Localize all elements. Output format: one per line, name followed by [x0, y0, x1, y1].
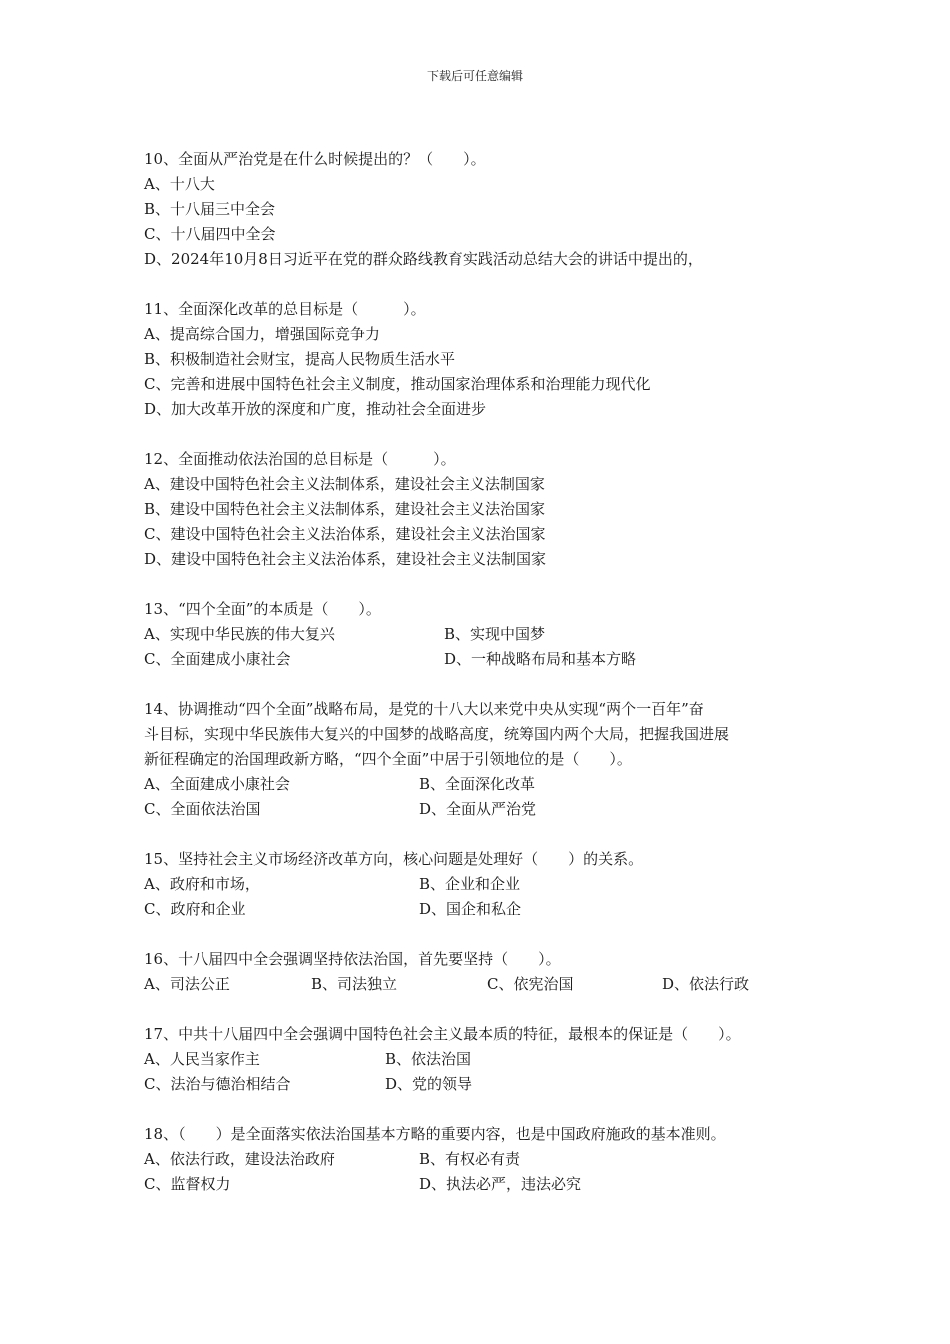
answer-option: D、一种战略布局和基本方略	[444, 650, 637, 668]
answer-option: B、建设中国特色社会主义法制体系，建设社会主义法治国家	[144, 500, 546, 518]
question-block	[144, 297, 834, 422]
answer-option: A、实现中华民族的伟大复兴	[144, 625, 335, 643]
question-block	[144, 147, 834, 272]
option-row	[144, 1172, 834, 1197]
answer-option: D、2024年10月8日习近平在党的群众路线教育实践活动总结大会的讲话中提出的，	[144, 250, 703, 268]
answer-option: C、全面依法治国	[144, 800, 261, 818]
answer-option: D、建设中国特色社会主义法治体系，建设社会主义法制国家	[144, 550, 547, 568]
option-row	[144, 197, 834, 222]
question-stem: 16、十八届四中全会强调坚持依法治国，首先要坚持（ ）。	[144, 950, 561, 968]
question-block	[144, 947, 834, 997]
answer-option: C、监督权力	[144, 1175, 231, 1193]
option-row	[144, 222, 834, 247]
answer-option: B、依法治国	[385, 1050, 472, 1068]
option-row	[144, 497, 834, 522]
answer-option: A、十八大	[144, 175, 215, 193]
answer-option: A、人民当家作主	[144, 1050, 260, 1068]
question-block	[144, 847, 834, 922]
question-block	[144, 1122, 834, 1197]
question-stem: 11、全面深化改革的总目标是（ ）。	[144, 300, 426, 318]
question-stem: 13、“四个全面”的本质是（ ）。	[144, 600, 381, 618]
answer-option: C、全面建成小康社会	[144, 650, 291, 668]
answer-option: D、全面从严治党	[419, 800, 537, 818]
question-list	[144, 147, 834, 1222]
option-row	[144, 622, 834, 647]
answer-option: B、实现中国梦	[444, 625, 546, 643]
option-row	[144, 1072, 834, 1097]
answer-option: D、依法行政	[662, 975, 750, 993]
answer-option: C、十八届四中全会	[144, 225, 276, 243]
answer-option: D、执法必严，违法必究	[419, 1175, 582, 1193]
question-block	[144, 697, 834, 822]
answer-option: C、政府和企业	[144, 900, 246, 918]
option-row	[144, 372, 834, 397]
option-row	[144, 172, 834, 197]
option-row	[144, 1047, 834, 1072]
question-stem: 12、全面推动依法治国的总目标是（ ）。	[144, 450, 456, 468]
question-stem: 10、全面从严治党是在什么时候提出的？（ ）。	[144, 150, 486, 168]
answer-option: B、企业和企业	[419, 875, 521, 893]
question-stem: 18、（ ）是全面落实依法治国基本方略的重要内容，也是中国政府施政的基本准则。	[144, 1125, 726, 1143]
option-row	[144, 797, 834, 822]
answer-option: A、政府和市场，	[144, 875, 260, 893]
answer-option: A、司法公正	[144, 975, 230, 993]
question-stem: 斗目标，实现中华民族伟大复兴的中国梦的战略高度，统筹国内两个大局，把握我国进展	[144, 725, 730, 743]
option-row	[144, 647, 834, 672]
option-row	[144, 1147, 834, 1172]
answer-option: C、建设中国特色社会主义法治体系，建设社会主义法治国家	[144, 525, 546, 543]
question-stem: 14、协调推动“四个全面”战略布局，是党的十八大以来党中央从实现“两个一百年”奋	[144, 700, 704, 718]
answer-option: C、依宪治国	[487, 975, 574, 993]
answer-option: D、加大改革开放的深度和广度，推动社会全面进步	[144, 400, 487, 418]
question-block	[144, 1022, 834, 1097]
question-stem: 新征程确定的治国理政新方略，“四个全面”中居于引领地位的是（ ）。	[144, 750, 632, 768]
option-row	[144, 772, 834, 797]
answer-option: A、全面建成小康社会	[144, 775, 290, 793]
answer-option: B、积极制造社会财宝，提高人民物质生活水平	[144, 350, 456, 368]
answer-option: D、党的领导	[385, 1075, 473, 1093]
answer-option: A、提高综合国力，增强国际竞争力	[144, 325, 380, 343]
answer-option: B、司法独立	[311, 975, 398, 993]
answer-option: B、十八届三中全会	[144, 200, 276, 218]
answer-option: A、建设中国特色社会主义法制体系，建设社会主义法制国家	[144, 475, 545, 493]
question-stem: 17、中共十八届四中全会强调中国特色社会主义最本质的特征，最根本的保证是（ ）。	[144, 1025, 741, 1043]
option-row	[144, 897, 834, 922]
option-row	[144, 247, 834, 272]
option-row	[144, 397, 834, 422]
option-row	[144, 972, 834, 997]
option-row	[144, 522, 834, 547]
page-header: 下载后可任意编辑	[426, 69, 523, 83]
answer-option: C、法治与德治相结合	[144, 1075, 291, 1093]
option-row	[144, 547, 834, 572]
option-row	[144, 872, 834, 897]
option-row	[144, 472, 834, 497]
answer-option: D、国企和私企	[419, 900, 522, 918]
option-row	[144, 322, 834, 347]
question-block	[144, 597, 834, 672]
answer-option: B、有权必有责	[419, 1150, 521, 1168]
answer-option: C、完善和进展中国特色社会主义制度，推动国家治理体系和治理能力现代化	[144, 375, 651, 393]
question-stem: 15、坚持社会主义市场经济改革方向，核心问题是处理好（ ）的关系。	[144, 850, 644, 868]
answer-option: A、依法行政，建设法治政府	[144, 1150, 335, 1168]
option-row	[144, 347, 834, 372]
question-block	[144, 447, 834, 572]
answer-option: B、全面深化改革	[419, 775, 536, 793]
